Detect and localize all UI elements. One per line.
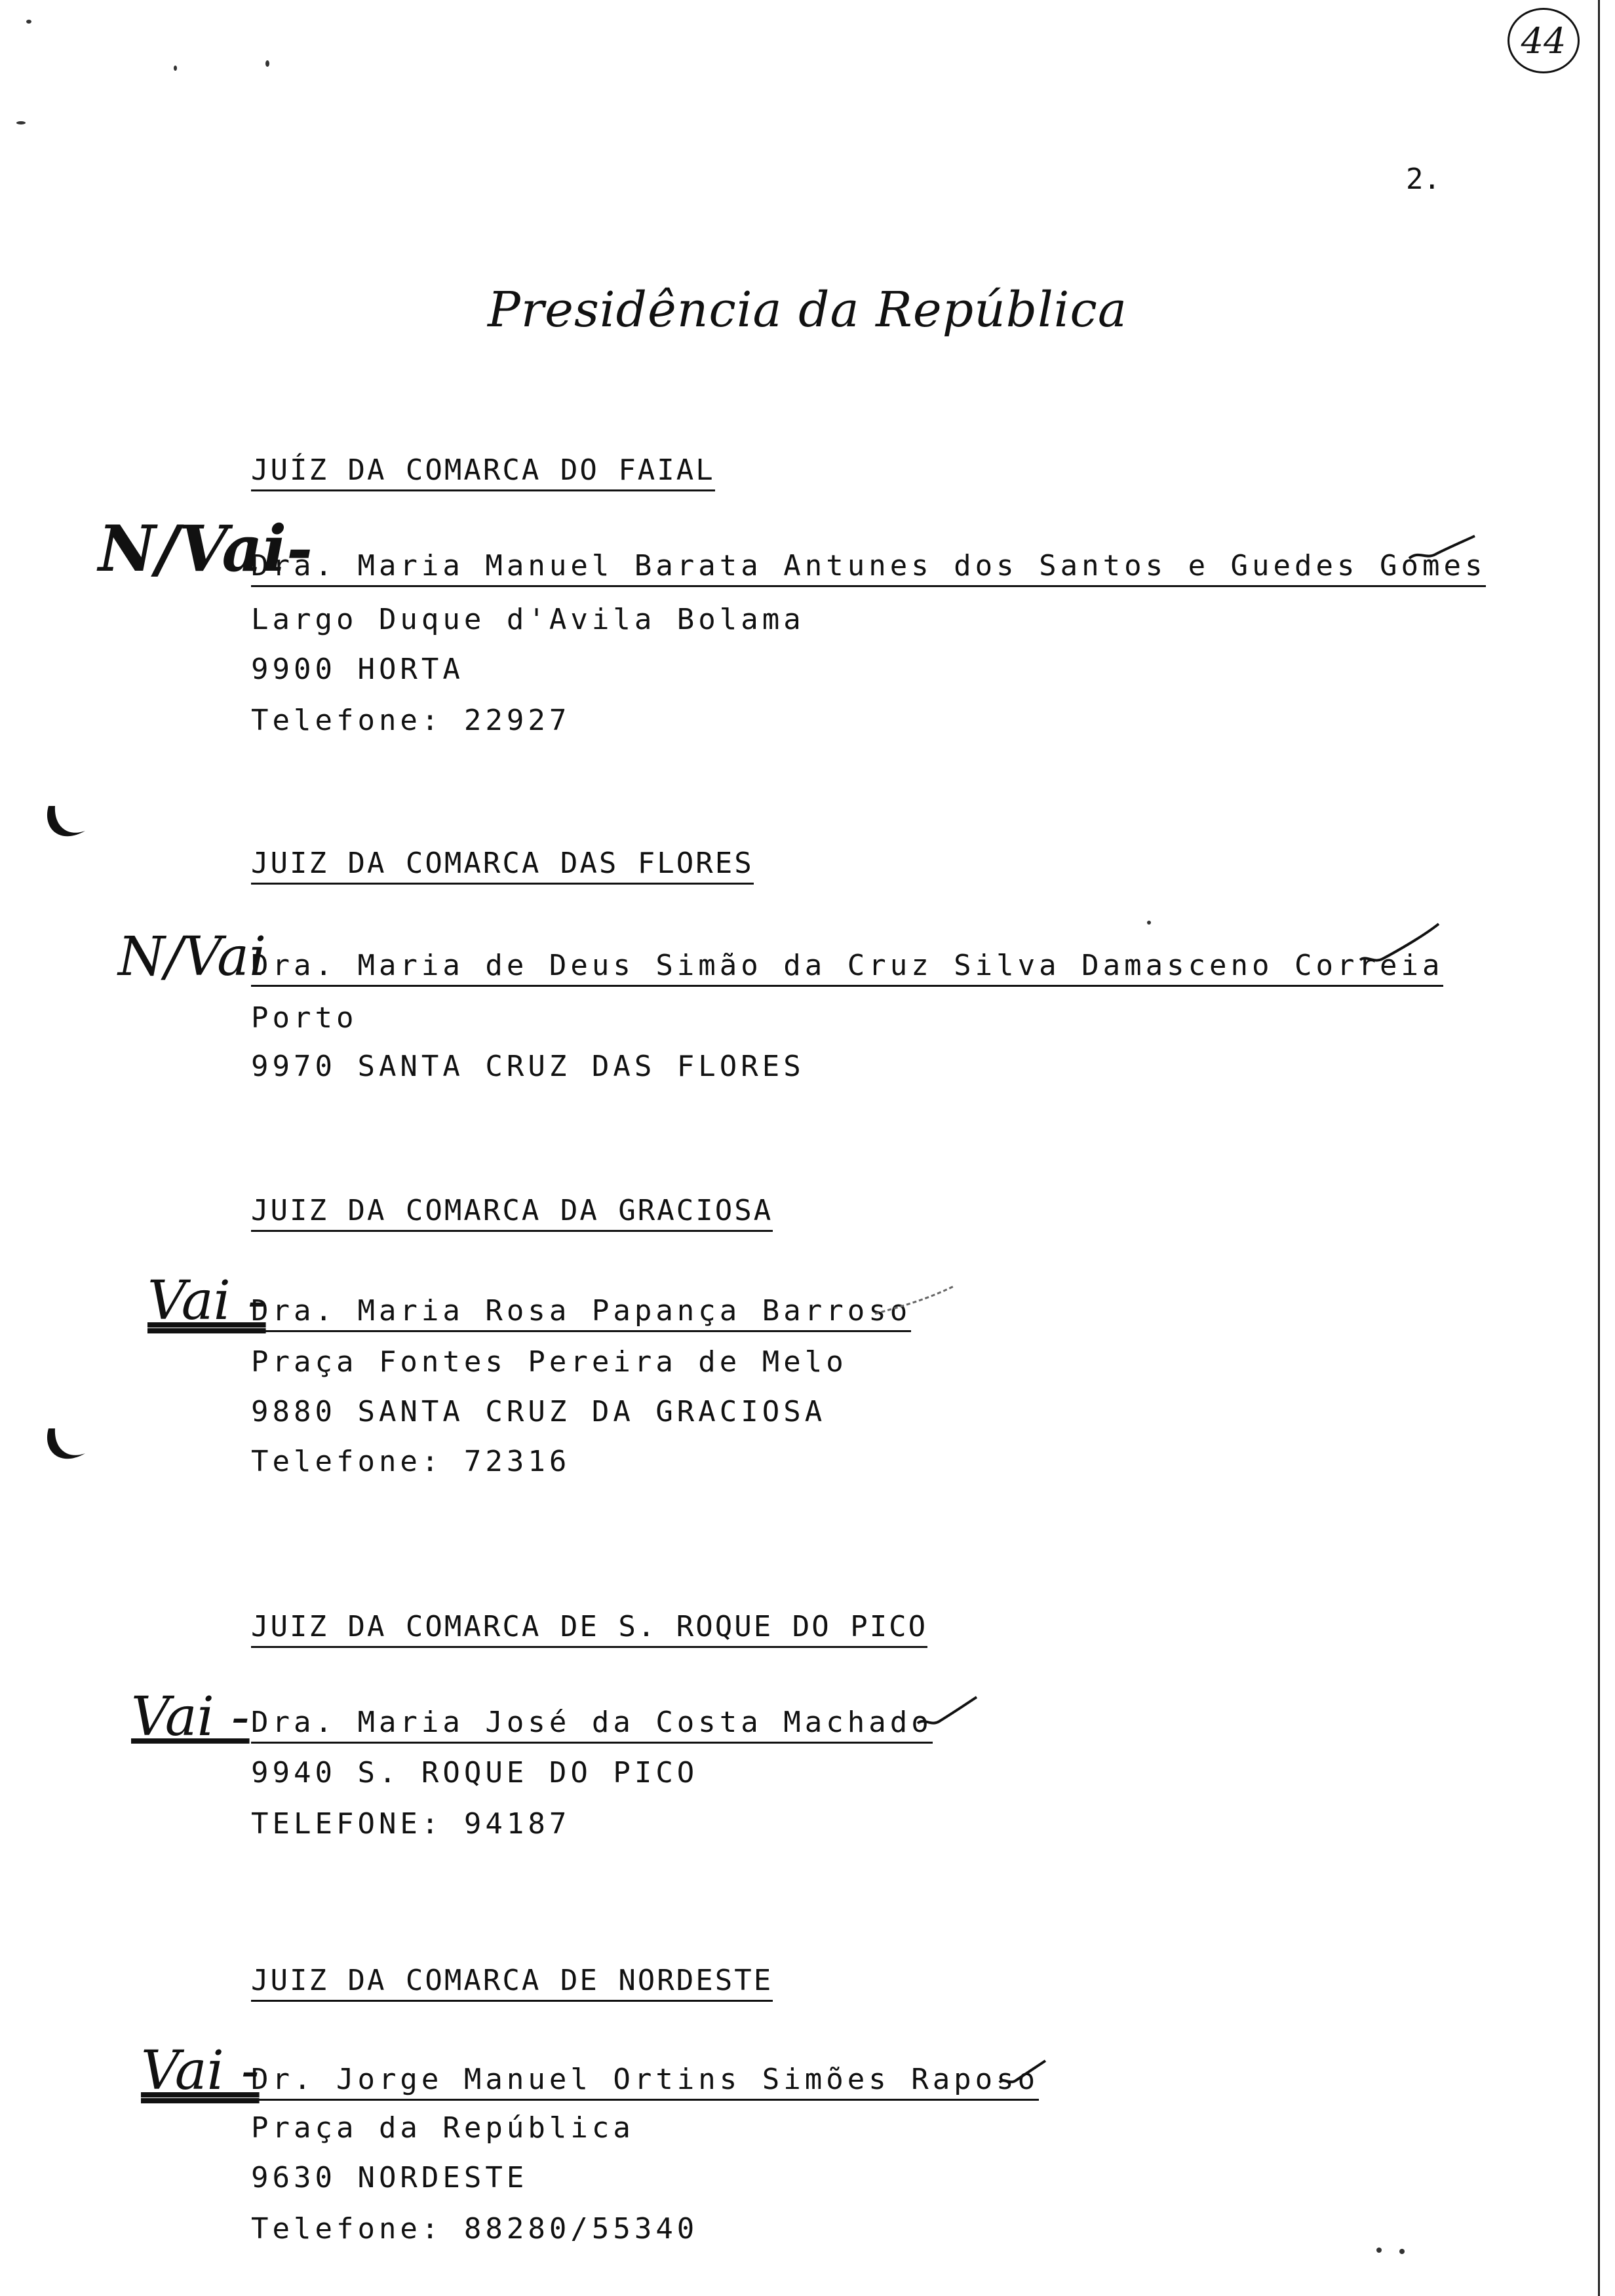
name-line-sroque: Dra. Maria José da Costa Machado [251,1706,933,1744]
address-line-flores: Porto [251,1001,358,1035]
section-heading-graciosa: JUIZ DA COMARCA DA GRACIOSA [251,1194,773,1232]
address-line-graciosa: Praça Fontes Pereira de Melo [251,1345,847,1379]
check-mark-icon [996,2057,1049,2090]
phone-line-sroque: TELEFONE: 94187 [251,1807,571,1841]
folio-number: 44 [1508,8,1580,73]
section-heading-faial: JUÍZ DA COMARCA DO FAIAL [251,453,715,491]
phone-line-faial: Telefone: 22927 [251,704,571,737]
check-mark-icon [872,1281,957,1320]
check-mark-icon [1406,531,1478,564]
handwritten-annotation-graciosa: Vai - [147,1270,266,1332]
phone-line-nordeste: Telefone: 88280/55340 [251,2212,699,2246]
city-line-flores: 9970 SANTA CRUZ DAS FLORES [251,1050,805,1083]
city-line-faial: 9900 HORTA [251,653,464,686]
address-line-nordeste: Praça da República [251,2111,634,2145]
name-line-nordeste: Dr. Jorge Manuel Ortins Simões Raposo [251,2063,1039,2101]
page-number: 2. [1406,163,1441,196]
crescent-mark-icon [41,799,93,852]
crescent-mark-icon [41,1422,93,1474]
scan-speck [1399,2249,1405,2254]
handwritten-annotation-faial: N/Vai- [98,512,313,586]
handwritten-annotation-flores: N/Vai [118,926,267,988]
scan-speck [16,121,26,124]
handwritten-annotation-nordeste: Vai - [141,2040,260,2102]
scan-speck [1376,2248,1382,2253]
handwritten-annotation-sroque: Vai - [131,1686,250,1748]
section-heading-sroque: JUIZ DA COMARCA DE S. ROQUE DO PICO [251,1610,927,1648]
scan-speck [265,60,269,67]
section-heading-nordeste: JUIZ DA COMARCA DE NORDESTE [251,1964,773,2002]
city-line-sroque: 9940 S. ROQUE DO PICO [251,1756,699,1789]
city-line-graciosa: 9880 SANTA CRUZ DA GRACIOSA [251,1395,827,1428]
name-line-graciosa: Dra. Maria Rosa Papança Barroso [251,1294,911,1332]
city-line-nordeste: 9630 NORDESTE [251,2161,528,2194]
letterhead-title: Presidência da República [488,282,1127,338]
phone-line-graciosa: Telefone: 72316 [251,1445,571,1478]
address-line-faial: Largo Duque d'Avila Bolama [251,603,805,636]
check-mark-icon [1357,921,1442,973]
name-line-faial: Dra. Maria Manuel Barata Antunes dos Santos e Guedes Gomes [251,549,1486,587]
scan-speck [1147,921,1151,925]
scan-speck [26,20,31,24]
scan-speck [174,66,177,71]
name-line-flores: Dra. Maria de Deus Simão da Cruz Silva Damasceno Correia [251,949,1443,987]
check-mark-icon [914,1694,980,1733]
section-heading-flores: JUIZ DA COMARCA DAS FLORES [251,847,754,885]
page-edge-line [1598,0,1600,2296]
